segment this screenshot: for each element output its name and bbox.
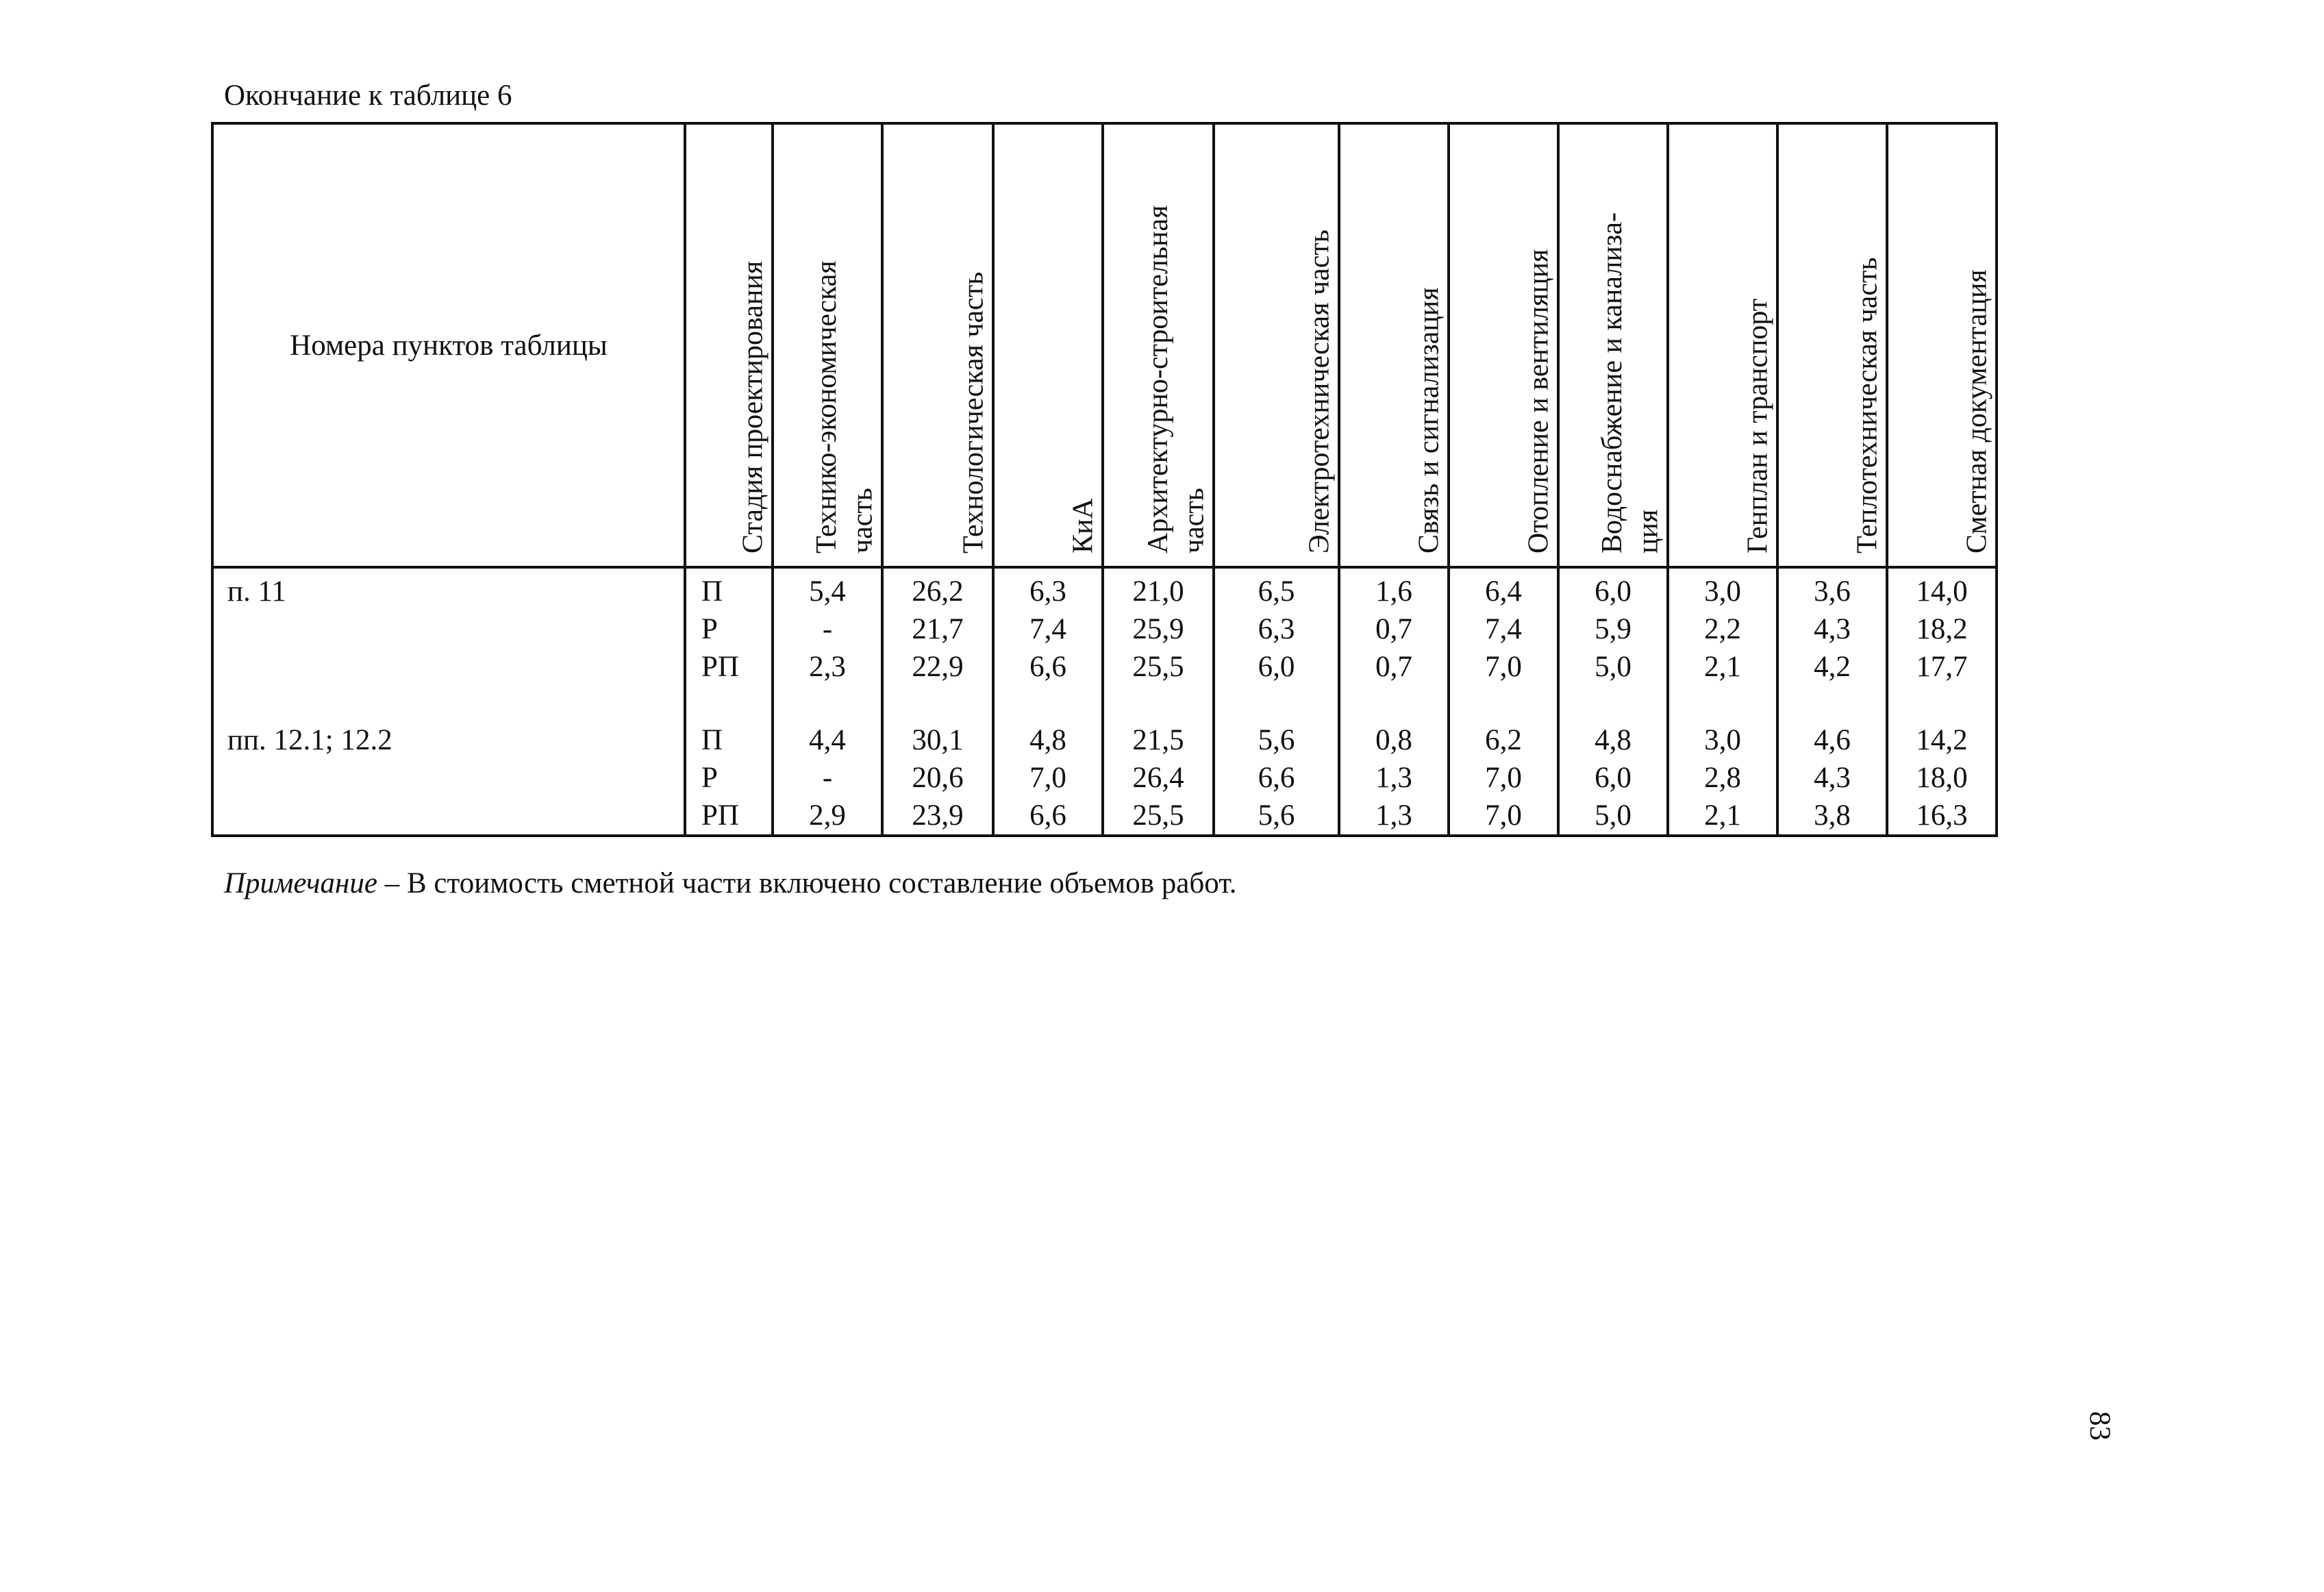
value-cell [1449,567,1558,686]
note-label: Примечание [224,867,377,899]
value: 5,0 [1595,799,1632,832]
value: 7,0 [1485,799,1522,832]
header-column: Сметная документация [1887,123,1997,567]
value-cell [1668,567,1777,686]
value: 6,2 [1485,724,1522,756]
note-text: – В стоимость сметной части включено составление объемов работ. [377,867,1237,899]
value-cell [773,686,882,836]
value: 30,1 [912,724,964,756]
header-row-label: Номера пунктов таблицы [212,123,685,567]
value: 3,6 [1814,575,1851,608]
header-column: Теплотехническая часть [1777,123,1887,567]
value: 4,8 [1029,724,1066,756]
value: 5,4 [809,575,846,608]
value: 3,0 [1704,575,1741,608]
value: 25,5 [1132,651,1184,683]
value-cell [882,567,993,686]
value: 6,6 [1029,799,1066,832]
value-cell [882,686,993,836]
table-row-group [212,567,1997,686]
stage-value: РП [701,651,739,683]
value: 4,6 [1814,724,1851,756]
stage-cell [685,567,773,686]
value: 6,0 [1258,651,1295,683]
value: 26,4 [1132,762,1184,794]
value: 3,0 [1704,724,1741,756]
value: 6,4 [1485,575,1522,608]
value: 14,2 [1916,724,1968,756]
row-group-label: п. 11 [212,567,685,686]
stage-value: РП [701,799,739,832]
table-row-group [212,686,1997,836]
value-cell [1558,686,1668,836]
value-cell [1339,686,1449,836]
value: 20,6 [912,762,964,794]
value: 6,3 [1258,613,1295,645]
value: 2,9 [809,799,846,832]
page-number: 83 [2084,1411,2116,1441]
value: 6,0 [1595,762,1632,794]
value: 26,2 [912,575,964,608]
value-cell [1777,686,1887,836]
value: 21,0 [1132,575,1184,608]
stage-value: П [701,575,723,608]
value: 1,6 [1375,575,1412,608]
value-cell [773,567,882,686]
value: 0,7 [1375,651,1412,683]
value: 5,6 [1258,799,1295,832]
value: - [822,762,833,794]
header-stage: Стадия проектирования [685,123,773,567]
value: 1,3 [1375,762,1412,794]
value: 3,8 [1814,799,1851,832]
value-cell [1103,686,1214,836]
header-column: Архитектурно-строительная часть [1103,123,1214,567]
value: 0,7 [1375,613,1412,645]
value-cell [1339,567,1449,686]
value: 4,3 [1814,613,1851,645]
value: 6,5 [1258,575,1295,608]
value: 2,2 [1704,613,1741,645]
value: 23,9 [912,799,964,832]
value: 21,5 [1132,724,1184,756]
value: 6,6 [1029,651,1066,683]
stage-value: Р [701,762,718,794]
value: 2,1 [1704,799,1741,832]
value: 6,3 [1029,575,1066,608]
value: 0,8 [1375,724,1412,756]
value-cell [1103,567,1214,686]
value-cell [1777,567,1887,686]
value-cell [1887,567,1997,686]
value: 25,9 [1132,613,1184,645]
value: 25,5 [1132,799,1184,832]
row-group-label: пп. 12.1; 12.2 [212,686,685,836]
value: 22,9 [912,651,964,683]
header-row [212,123,1997,567]
value: 21,7 [912,613,964,645]
value-cell [1887,686,1997,836]
value: 2,8 [1704,762,1741,794]
header-column: Связь и сигнализация [1339,123,1449,567]
stage-cell [685,686,773,836]
value: - [822,613,833,645]
value: 14,0 [1916,575,1968,608]
value: 7,0 [1485,651,1522,683]
value-cell [1449,686,1558,836]
value: 7,0 [1029,762,1066,794]
value-cell [993,567,1103,686]
value: 1,3 [1375,799,1412,832]
value: 5,6 [1258,724,1295,756]
cost-distribution-table [211,122,1998,837]
value: 4,2 [1814,651,1851,683]
value: 18,2 [1916,613,1968,645]
value: 6,0 [1595,575,1632,608]
header-column: КиА [993,123,1103,567]
value-cell [1668,686,1777,836]
stage-value: П [701,724,723,756]
header-column: Генплан и транспорт [1668,123,1777,567]
value-cell [1214,567,1339,686]
value-cell [993,686,1103,836]
value: 7,4 [1485,613,1522,645]
value-cell [1214,686,1339,836]
header-column: Водоснабжение и канализа- ция [1558,123,1668,567]
table-note [224,869,1237,898]
value: 7,0 [1485,762,1522,794]
value: 4,4 [809,724,846,756]
header-column: Технологическая часть [882,123,993,567]
value: 6,6 [1258,762,1295,794]
value: 16,3 [1916,799,1968,832]
header-column: Отопление и вентиляция [1449,123,1558,567]
stage-value: Р [701,613,718,645]
value: 5,9 [1595,613,1632,645]
header-column: Технико-экономическая часть [773,123,882,567]
value: 2,1 [1704,651,1741,683]
value: 18,0 [1916,762,1968,794]
value: 4,3 [1814,762,1851,794]
table-caption: Окончание к таблице 6 [224,79,512,112]
value-cell [1558,567,1668,686]
header-column: Электротехническая часть [1214,123,1339,567]
value: 17,7 [1916,651,1968,683]
value: 7,4 [1029,613,1066,645]
value: 5,0 [1595,651,1632,683]
value: 4,8 [1595,724,1632,756]
value: 2,3 [809,651,846,683]
